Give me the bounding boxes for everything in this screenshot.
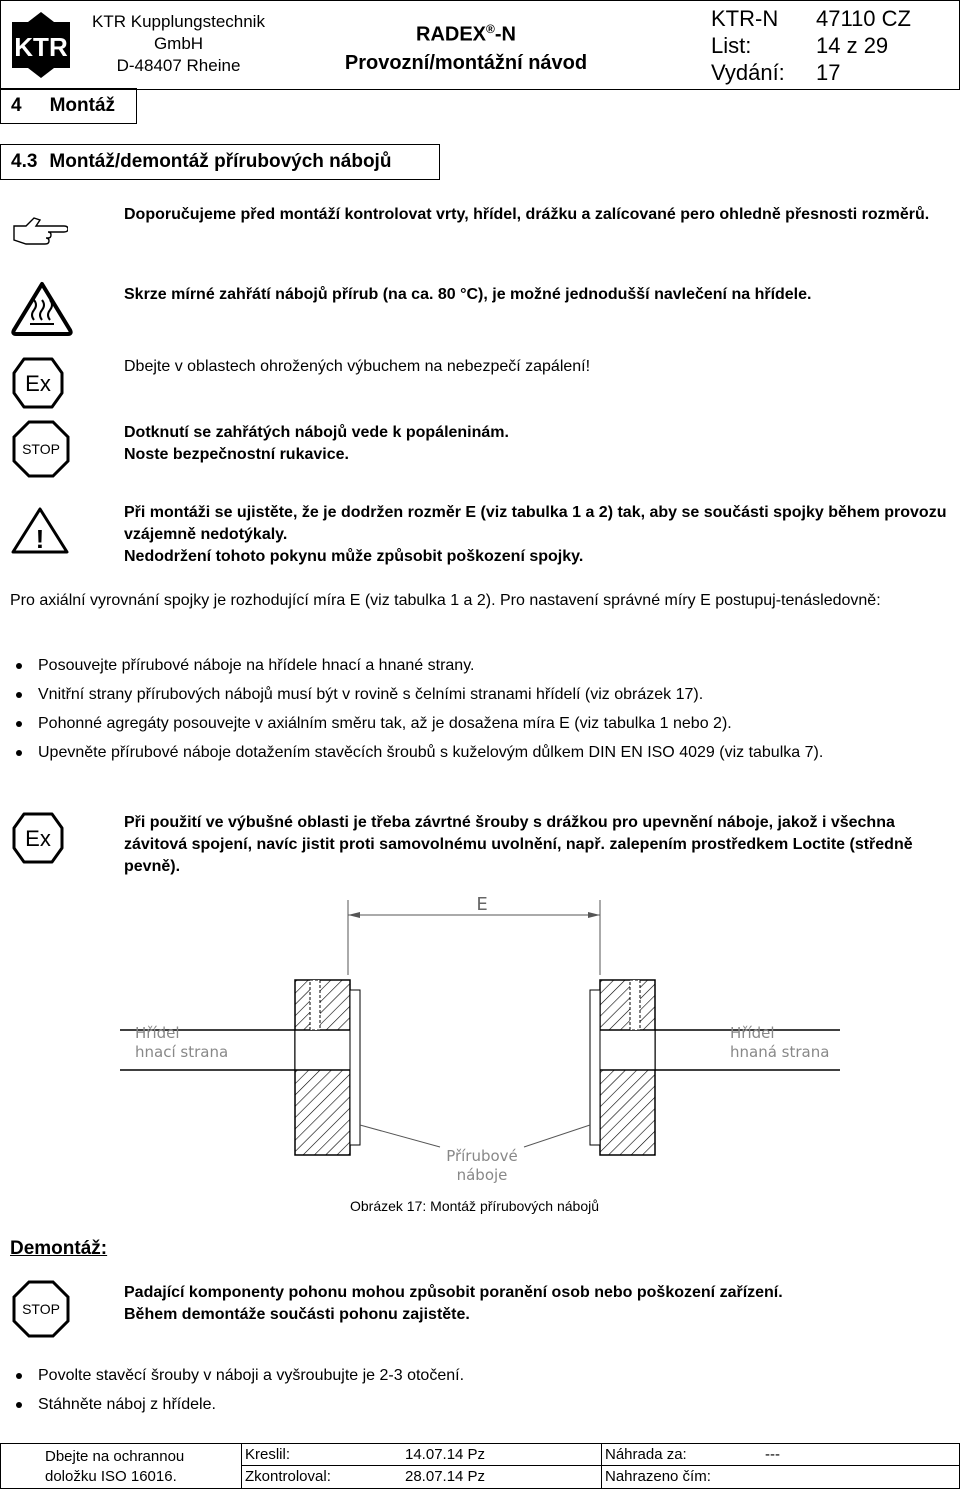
list-item: Posouvejte přírubové náboje na hřídele hnací a hnané strany. xyxy=(10,655,910,677)
dimension-e-label: E xyxy=(476,894,488,915)
hot-surface-icon xyxy=(10,280,74,341)
section-number: 4.3 xyxy=(11,151,38,172)
note-burn-warning xyxy=(124,422,954,466)
section-title: Montáž/demontáž přírubových nábojů xyxy=(49,151,392,172)
right-shaft-label: Hřídel xyxy=(730,1024,775,1042)
chapter-heading xyxy=(0,88,137,124)
edition-key: Vydání: xyxy=(711,60,785,85)
drawn-key: Kreslil: xyxy=(245,1446,291,1463)
list-item: Upevněte přírubové náboje dotažením stavěcích šroubů s kuželovým důlkem DIN EN ISO 4029 (viz tabulka 7). xyxy=(10,742,910,764)
sheet-key: List: xyxy=(711,33,752,58)
disassembly-heading: Demontáž: xyxy=(10,1238,108,1259)
protection-notice-line2: doložku ISO 16016. xyxy=(45,1468,177,1485)
checked-key: Zkontroloval: xyxy=(245,1468,331,1485)
note-falling-components xyxy=(124,1282,954,1326)
chapter-title: Montáž xyxy=(49,95,116,116)
replaced-by-key: Nahrazeno čím: xyxy=(605,1468,711,1485)
replaces-key: Náhrada za: xyxy=(605,1446,687,1463)
warning-triangle-icon xyxy=(10,506,70,561)
note-falling-line1: Padající komponenty pohonu mohou způsobit poranění osob nebo poškození zařízení. xyxy=(124,1284,783,1301)
stop-sign-icon xyxy=(12,1280,70,1343)
protection-notice xyxy=(45,1447,184,1487)
note-burn-line2: Noste bezpečnostní rukavice. xyxy=(124,446,349,463)
replaces-value: --- xyxy=(765,1446,780,1463)
ex-text: Ex xyxy=(25,371,51,396)
hub-sublabel: náboje xyxy=(456,1166,508,1184)
company-form: GmbH xyxy=(153,34,204,53)
drawn-value: 14.07.14 Pz xyxy=(405,1446,486,1463)
chapter-number: 4 xyxy=(11,95,22,116)
note-dimension-e xyxy=(124,502,954,568)
product-block xyxy=(301,1,631,89)
stop-sign-icon xyxy=(12,420,70,483)
doc-info xyxy=(711,1,951,93)
note-explosion: Dbejte v oblastech ohrožených výbuchem na nebezpečí zapálení! xyxy=(124,358,591,375)
intro-paragraph: Pro axiální vyrovnání spojky je rozhodující míra E (viz tabulka 1 a 2). Pro nastavení správné míry E postupuj-tenásledovně: xyxy=(10,592,881,609)
list-item: Vnitřní strany přírubových nábojů musí být v rovině s čelními stranami hřídelí (viz obrázek 17). xyxy=(10,684,910,706)
hub-assembly-drawing xyxy=(120,885,840,1195)
section-heading xyxy=(0,144,440,180)
warning-mark: ! xyxy=(35,524,45,554)
company-block xyxy=(81,1,276,89)
ex-text: Ex xyxy=(25,826,51,851)
note-dimension-e-line1: Při montáži se ujistěte, že je dodržen rozměr E (viz tabulka 1 a 2) tak, aby se součásti spojky během provozu vzájemně nedotýkaly. xyxy=(124,504,947,543)
company-name: KTR Kupplungstechnik xyxy=(92,12,265,31)
company-address: D-48407 Rheine xyxy=(116,56,241,75)
page-header xyxy=(0,0,960,90)
document-title: Provozní/montážní návod xyxy=(344,51,588,74)
note-thread-locking: Při použití ve výbušné oblasti je třeba závrtné šrouby s drážkou pro upevnění náboje, jakož i všechna závitová spojení, navíc jistit proti samovolnému uvolnění, např. zalepením prostředkem Loctite (středně pevně). xyxy=(124,814,913,875)
right-shaft-sublabel: hnaná strana xyxy=(730,1043,830,1061)
docno-value: 47110 CZ xyxy=(816,6,911,31)
stop-text: STOP xyxy=(22,1301,60,1317)
logo-text: KTR xyxy=(14,32,68,62)
ex-hazard-icon xyxy=(10,355,66,416)
disassembly-steps xyxy=(10,1365,910,1423)
protection-notice-line1: Dbejte na ochrannou xyxy=(45,1448,185,1465)
list-item: Povolte stavěcí šrouby v náboji a vyšroubujte je 2-3 otočení. xyxy=(10,1365,910,1387)
note-dimension-check: Doporučujeme před montáží kontrolovat vrty, hřídel, drážku a zalícované pero ohledně přesnosti rozměrů. xyxy=(124,206,930,223)
note-falling-line2: Během demontáže součásti pohonu zajistěte. xyxy=(124,1306,470,1323)
assembly-steps xyxy=(10,655,910,771)
left-shaft-sublabel: hnací strana xyxy=(135,1043,229,1061)
left-shaft-label: Hřídel xyxy=(135,1024,180,1042)
docno-key: KTR-N xyxy=(711,6,779,31)
product-suffix: -N xyxy=(494,23,516,46)
checked-value: 28.07.14 Pz xyxy=(405,1468,486,1485)
hub-label: Přírubové xyxy=(446,1147,518,1165)
ex-hazard-icon xyxy=(10,810,66,871)
list-item: Pohonné agregáty posouvejte v axiálním směru tak, až je dosažena míra E (viz tabulka 1 nebo 2). xyxy=(10,713,910,735)
sheet-value: 14 z 29 xyxy=(816,33,889,58)
edition-value: 17 xyxy=(816,60,841,85)
stop-text: STOP xyxy=(22,441,60,457)
note-burn-line1: Dotknutí se zahřátých nábojů vede k popáleninám. xyxy=(124,424,509,441)
pointing-hand-icon xyxy=(12,214,68,253)
ktr-logo xyxy=(1,1,81,89)
figure-caption: Obrázek 17: Montáž přírubových nábojů xyxy=(350,1198,600,1214)
note-heating: Skrze mírné zahřátí nábojů přírub (na ca. 80 °C), je možné jednodušší navlečení na hřídele. xyxy=(124,286,812,303)
page-footer xyxy=(0,1443,960,1489)
registered-mark: ® xyxy=(486,22,495,36)
note-dimension-e-line2: Nedodržení tohoto pokynu může způsobit poškození spojky. xyxy=(124,548,584,565)
list-item: Stáhněte náboj z hřídele. xyxy=(10,1394,910,1416)
product-name: RADEX xyxy=(416,23,487,46)
